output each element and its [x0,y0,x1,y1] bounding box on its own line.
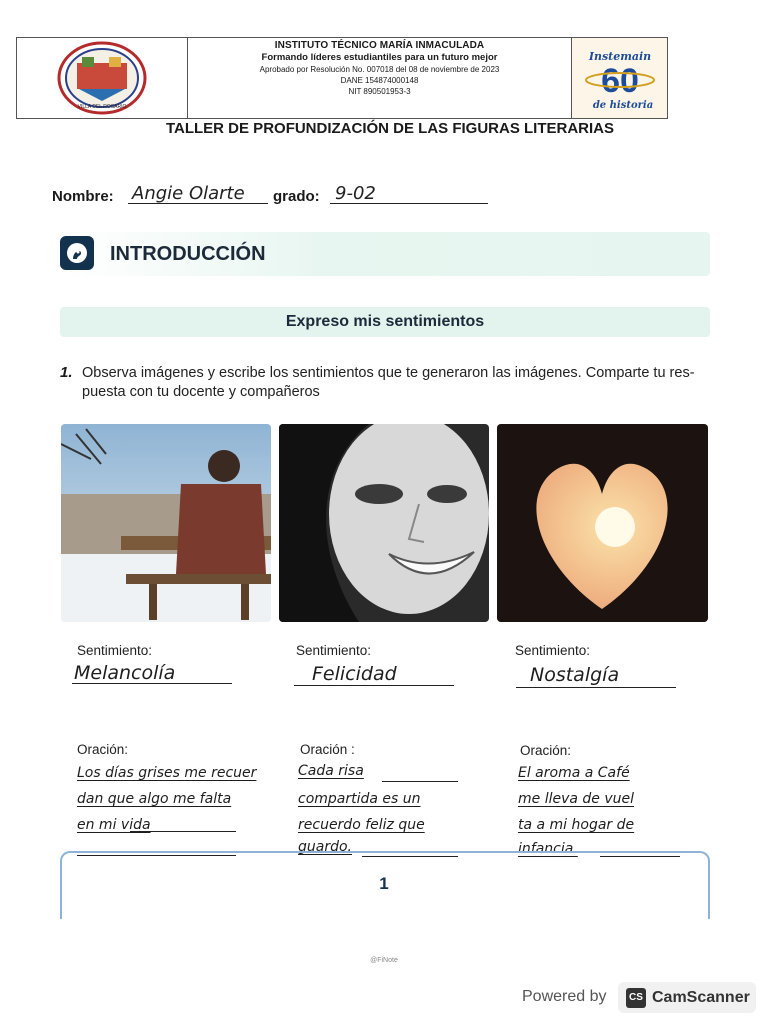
school-logo [17,38,188,118]
sentence-line-2-3: recuerdo feliz que [298,817,425,833]
sentiment-label-2: Sentimiento: [296,643,372,658]
intro-badge [60,236,94,270]
resolution-text: Aprobado por Resolución No. 007018 del 08 de noviembre de 2023 [259,65,500,74]
image-man-on-bench [61,424,271,622]
question-number: 1. [60,364,73,381]
page-number: 1 [379,874,389,893]
section-heading: Expreso mis sentimientos [285,313,485,330]
sentence-line-1-2: dan que algo me falta [77,791,232,807]
school-crest-icon [57,41,147,115]
sentiment-value-3: Nostalgía [530,664,620,686]
image-smiling-woman [279,424,489,622]
svg-text:60: 60 [600,62,639,100]
nit-text: NIT 890501953-3 [348,87,411,96]
man-bench-picture [61,424,271,622]
question-text: Observa imágenes y escribe los sentimientos que te generaron las imágenes. Comparte tu res- puesta con tu docente y compañeros [82,365,695,400]
sentiment-label-1: Sentimiento: [77,643,153,658]
finote-watermark: @FiNote [370,957,398,964]
sentiment-underline-2 [294,685,454,686]
sentiment-value-1: Melancolía [74,662,176,684]
header-table [16,37,668,119]
sentence-label-3: Oración: [520,743,572,758]
sentence-line-2-2: compartida es un [298,791,421,807]
svg-text:VILLA DEL ROSARIO: VILLA DEL ROSARIO [77,104,127,110]
name-label: Nombre: [52,188,114,205]
sentence-underline-1-3 [130,831,236,832]
sentence-line-2-1: Cada risa [298,763,364,779]
svg-text:Instemain: Instemain [588,50,651,63]
sentence-underline-2-1 [382,781,458,782]
sentence-line-1-1: Los días grises me recuer [77,765,257,781]
institution-name: INSTITUTO TÉCNICO MARÍA INMACULADA [274,40,485,51]
sentence-line-1-3: en mi vida [77,817,151,833]
sentiment-underline-1 [72,683,232,684]
anniversary-logo [572,38,667,118]
camscanner-name: CamScanner [652,988,750,1006]
camscanner-badge [618,982,756,1013]
camscanner-logo-icon: CS [626,988,646,1008]
powered-by-text: Powered by [522,988,607,1005]
name-underline [128,203,268,204]
sentiment-underline-3 [516,687,676,688]
sentence-line-3-2: me lleva de vuel [518,791,635,807]
svg-text:de historia: de historia [592,100,653,111]
name-value: Angie Olarte [132,183,245,204]
sentence-label-1: Oración: [77,742,129,757]
section-bar [60,307,710,337]
smiling-woman-picture [279,424,489,622]
sentiment-label-3: Sentimiento: [515,643,591,658]
sentence-line-3-4: infancia. [518,841,578,857]
student-info-row [52,175,492,207]
sentence-line-2-4: guardo. [298,839,352,855]
page-title: TALLER DE PROFUNDIZACIÓN DE LAS FIGURAS LITERARIAS [165,120,615,137]
dane-text: DANE 154874000148 [340,76,419,85]
sentiment-value-2: Felicidad [312,663,397,685]
grade-label: grado: [273,188,320,205]
institution-motto: Formando líderes estudiantiles para un futuro mejor [261,52,498,63]
sentence-line-3-3: ta a mi hogar de [518,817,635,833]
intro-head-icon [65,241,89,265]
sentence-label-2: Oración : [300,742,355,757]
grade-underline [330,203,488,204]
heart-hands-picture [497,424,708,622]
grade-value: 9-02 [335,183,376,204]
intro-heading: INTRODUCCIÓN [110,243,266,265]
anniversary-60-icon [575,40,665,116]
image-heart-hands-sunset [497,424,708,622]
sentence-line-3-1: El aroma a Café [518,765,630,781]
header-center [188,38,572,118]
